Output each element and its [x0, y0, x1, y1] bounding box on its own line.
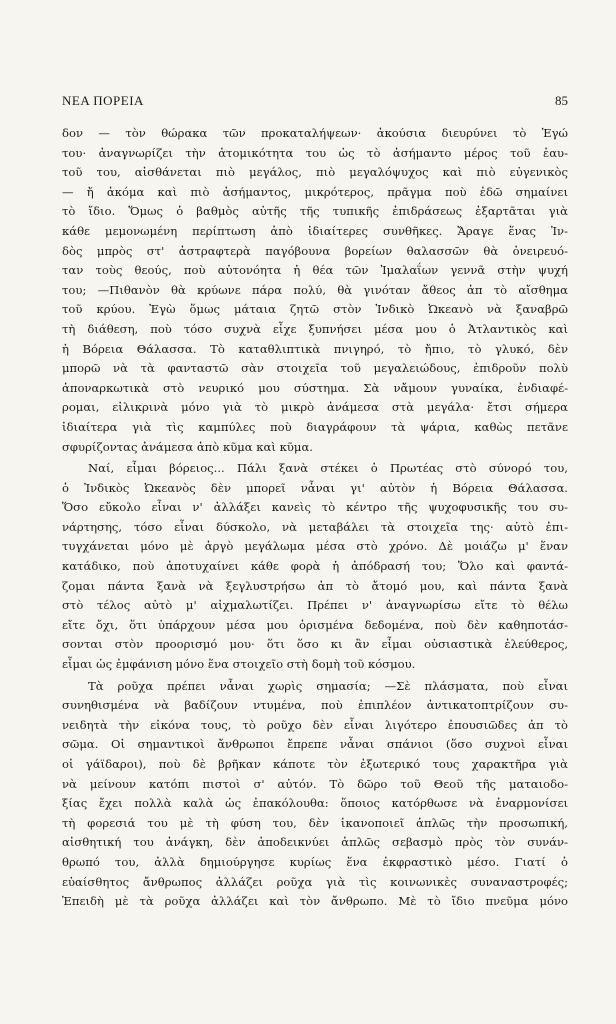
text-line: κατάδικο, ποὺ ἀποτυχαίνει κάθε φορὰ ἡ ἀπόδρασή του; Ὅλο καὶ φαντά-: [62, 559, 568, 574]
text-line: τὴ διάθεση, ποὺ τόσο συχνὰ εἶχε ξυπνήσει μέσα μου ὁ Ἀτλαντικὸς καὶ: [62, 321, 568, 336]
text-line: του· ἀναγνωρίζει τὴν ἀτομικότητα του ὡς τὸ ἀσήμαντο μέρος τοῦ ἑαυ-: [62, 145, 568, 160]
text-line: του; —Πιθανὸν θὰ κρύωνε πάρα πολύ, θὰ γινόταν ἄθεος ἀπ τὸ αἴσθημα: [62, 282, 568, 297]
paragraph: [62, 124, 568, 457]
text-line: ὁ Ἰνδικὸς Ὠκεανὸς δὲν μπορεῖ νἆναι γι' αὐτὸν ἡ Βόρεια Θάλασσα.: [62, 480, 568, 495]
text-line: τὸ ἴδιο. Ὅμως ὁ βαθμὸς αὐτῆς τῆς τυπικῆς ἐπιδράσεως ἐξαρτᾶται γιὰ: [62, 204, 568, 219]
text-line: τυγχάνεται μόνο μὲ ἀργὸ μεγάλωμα μέσα στὸ χρόνο. Δὲ μοιάζω μ' ἕναν: [62, 539, 568, 554]
text-line: δον — τὸν θώρακα τῶν προκαταλήψεων· ἀκούσια διευρύνει τὸ Ἐγώ: [62, 126, 568, 140]
text-line: συνηθισμένα νὰ βαδίζουν ντυμένα, ποὺ ἐπιπλέον ἀντικατοπτρίζουν συ-: [62, 698, 568, 713]
text-line: ζομαι πάντα ξανὰ νὰ ξεγλυστρήσω ἀπ τὸ ἄτομό μου, καὶ πάντα ξανὰ: [62, 578, 568, 593]
text-line: Ὅσο εὔκολο εἶναι ν' ἀλλάξει κανεὶς τὸ κέντρο τῆς ψυχοφυσικῆς του συ-: [62, 500, 568, 515]
text-line: τοῦ κρύου. Ἐγὼ ὅμως μάταια ζητῶ στὸν Ἰνδικὸ Ὠκεανὸ νὰ ξαναβρῶ: [62, 302, 568, 317]
text-line: σφυρίζοντας ἀνάμεσα ἀπὸ κῦμα καὶ κῦμα.: [62, 439, 313, 454]
text-line: εὐαίσθητος ἄνθρωπος ἀλλάζει ροῦχα γιὰ τὶς κοινωνικὲς συναναστροφές;: [62, 874, 568, 889]
text-line: τὴ φορεσιά του μὲ τὴ φύση του, δὲν ἱκανοποιεῖ ἁπλῶς τὴν προσωπική,: [62, 815, 568, 830]
page-body: [62, 124, 568, 914]
text-line: εἶμαι ὡς ἐμφάνιση μόνο ἕνα στοιχεῖο στὴ δομὴ τοῦ κόσμου.: [62, 657, 416, 672]
page-header: [62, 93, 568, 113]
text-line: νὰ μείνουν κατόπι πιστοὶ σ' αὐτόν. Τὸ δῶρο τοῦ Θεοῦ τῆς ματαιοδο-: [62, 776, 568, 791]
text-line: στὸ τέλος αὐτὸ μ' αἰχμαλωτίζει. Πρέπει ν' ἀναγνωρίσω εἴτε τὸ θέλω: [62, 598, 568, 613]
text-line: ταν τοὺς θεούς, ποὺ αὐτονόητα ἡ θέα τῶν Ἰμαλαΐων γεννᾶ στὴν ψυχή: [62, 263, 568, 278]
text-line: αἰσθητική του ἀνάγκη, δὲν ἀποδεικνύει ἁπλῶς σεβασμὸ πρὸς τὸν συνάν-: [62, 835, 568, 850]
text-line: τοῦ του, αἰσθάνεται πιὸ μεγάλος, πιὸ μεγαλόψυχος καὶ πιὸ εὐγενικὸς: [62, 165, 568, 180]
text-line: θρωπό του, ἀλλὰ δημιούργησε κυρίως ἕνα ἐκφραστικὸ μέσο. Γιατί ὁ: [62, 854, 568, 869]
text-line: Ναί, εἶμαι βόρειος... Πάλι ξανὰ στέκει ὁ Πρωτέας στὸ σύνορό του,: [88, 461, 568, 476]
text-line: εἴτε ὄχι, ὅτι ὑπάρχουν μέσα μου ὁρισμένα δεδομένα, ποὺ δὲν καθηποτάσ-: [62, 617, 568, 632]
text-line: σονται στὸν προορισμό μου· ὅτι ὅσο κι ἂν εἶμαι οὐσιαστικὰ ἐλεύθερος,: [62, 637, 568, 652]
text-line: ρομαι, εἰλικρινὰ μόνο γιὰ τὸ μικρὸ ἀνάμεσα στὰ μεγάλα· ἔτσι σήμερα: [62, 400, 568, 415]
running-title: ΝΕΑ ΠΟΡΕΙΑ: [62, 93, 144, 108]
text-line: νάρτησης, τόσο εἶναι δύσκολο, νὰ μεταβάλει τὰ στοιχεῖα της· αὐτὸ ἐπι-: [62, 519, 568, 534]
text-line: Ἐπειδὴ μὲ τὰ ροῦχα ἀλλάζει καὶ τὸν ἄνθρωπο. Μὲ τὸ ἴδιο πνεῦμα μόνο: [62, 894, 568, 909]
text-line: δὸς μπρὸς στ' ἀστραφτερὰ παγόβουνα βορείων θαλασσῶν θὰ ὀνειρευό-: [62, 243, 568, 258]
text-line: μπορῶ νὰ τὰ φανταστῶ σὰν στοιχεῖα τοῦ μεγαλειώδους, ἐπιδροῦν πολὺ: [62, 361, 568, 376]
paragraph: [62, 677, 568, 912]
paragraph: [62, 459, 568, 675]
text-line: ἰδιαίτερα γιὰ τὶς καμπύλες ποὺ διαγράφουν τὰ ψάρια, καθὼς πετᾶνε: [62, 419, 568, 434]
text-line: κάθε μεμονωμένη περίπτωση ἀπὸ ἰδιαίτερες συνθῆκες. Ἄραγε ἕνας Ἰν-: [62, 223, 568, 238]
text-line: Τὰ ροῦχα πρέπει νἆναι χωρὶς σημασία; —Σὲ πλάσματα, ποὺ εἶναι: [88, 678, 568, 693]
text-line: — ἤ ἀκόμα καὶ πιὸ ἀσήμαντος, μικρότερος, πρᾶγμα ποὺ ἐδῶ σημαίνει: [62, 184, 568, 199]
text-line: ἀποναρκωτικὰ στὸ νευρικό μου σύστημα. Σὰ νἄμουν γυναίκα, ἐνδιαφέ-: [62, 380, 568, 395]
text-line: σῶμα. Οἱ σημαντικοὶ ἄνθρωποι ἔπρεπε νἆναι σπάνιοι (ὅσο συχνοὶ εἶναι: [62, 737, 568, 752]
page-number: 85: [555, 93, 568, 108]
book-page: [62, 0, 568, 1024]
text-line: ξίας ἔχει πολλὰ καλὰ ὡς ἐπακόλουθα: ὅποιος κατόρθωσε νὰ ἐναρμονίσει: [62, 796, 568, 811]
text-line: οἱ γάϊδαροι), ποὺ δὲ βρῆκαν κάποτε τὸν ἐξωτερικό τους χαρακτῆρα γιὰ: [62, 757, 568, 771]
text-line: νειδητὰ τὴν εἰκόνα τους, τὸ ροῦχο δὲν εἶναι λιγότερο ἐπουσιῶδες ἀπ τὸ: [62, 717, 568, 732]
text-line: ἡ Βόρεια Θάλασσα. Τὸ καταθλιπτικὰ πνιγηρό, τὸ ἤπιο, τὸ γλυκό, δὲν: [62, 341, 568, 356]
